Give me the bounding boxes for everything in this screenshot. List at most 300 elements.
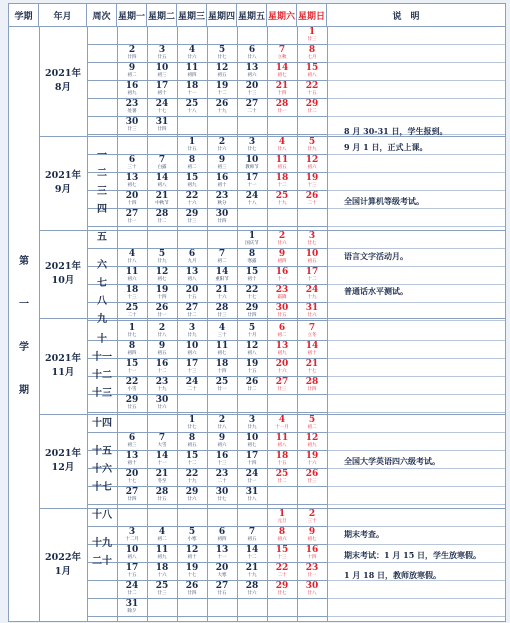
lunar-date: 十八 xyxy=(187,109,197,114)
lunar-date: 廿八 xyxy=(247,497,257,502)
day-cell xyxy=(297,324,327,339)
day-cell xyxy=(207,360,237,375)
row-divider xyxy=(87,320,327,321)
row-divider xyxy=(87,302,327,303)
lunar-date: 廿七 xyxy=(277,591,287,596)
lunar-date: 廿六 xyxy=(247,591,257,596)
day-number: 5 xyxy=(158,249,166,259)
day-number: 29 xyxy=(185,487,199,497)
lunar-date: 廿四 xyxy=(307,387,317,392)
lunar-date: 十二 xyxy=(277,183,287,188)
row-divider xyxy=(327,468,505,469)
lunar-date: 二十 xyxy=(277,573,287,578)
lunar-date: 十二 xyxy=(307,277,317,282)
day-cell xyxy=(207,64,237,79)
day-number: 20 xyxy=(125,469,139,479)
day-number: 24 xyxy=(245,191,259,201)
header-cell: 学期 xyxy=(9,4,39,26)
day-cell xyxy=(267,138,297,153)
row-divider xyxy=(87,450,327,451)
lunar-date: 廿七 xyxy=(187,425,197,430)
day-number: 16 xyxy=(275,267,289,277)
lunar-date: 廿三 xyxy=(187,219,197,224)
lunar-date: 十六 xyxy=(157,573,167,578)
lunar-date: 十一 xyxy=(127,369,137,374)
lunar-date: 初八 xyxy=(307,73,317,78)
lunar-date: 十四 xyxy=(157,295,167,300)
row-divider xyxy=(87,62,327,63)
day-cell xyxy=(267,434,297,449)
month-label: 2021年 9月 xyxy=(45,170,81,195)
day-number: 3 xyxy=(308,231,316,241)
lunar-date: 十三 xyxy=(307,183,317,188)
row-divider xyxy=(327,248,505,249)
lunar-date: 初十 xyxy=(157,91,167,96)
day-number: 12 xyxy=(215,63,229,73)
day-cell xyxy=(267,342,297,357)
row-divider xyxy=(327,526,505,527)
day-number: 23 xyxy=(215,191,229,201)
lunar-date: 廿三 xyxy=(127,127,137,132)
semester-char: 一 xyxy=(19,298,29,310)
row-divider xyxy=(327,62,505,63)
day-number: 25 xyxy=(185,99,199,109)
day-number: 2 xyxy=(218,137,226,147)
week-number: 十一 xyxy=(92,352,112,363)
day-cell xyxy=(297,528,327,543)
day-number: 25 xyxy=(275,191,289,201)
day-number: 16 xyxy=(125,81,139,91)
day-cell xyxy=(297,452,327,467)
row-divider xyxy=(327,208,505,209)
day-cell xyxy=(267,324,297,339)
lunar-date: 初八 xyxy=(277,443,287,448)
row-divider xyxy=(87,376,327,377)
lunar-date: 十一 xyxy=(217,555,227,560)
day-number: 26 xyxy=(215,99,229,109)
lunar-date: 廿九 xyxy=(157,259,167,264)
row-divider xyxy=(327,116,505,117)
day-number: 21 xyxy=(215,285,229,295)
day-cell xyxy=(117,304,147,319)
day-cell xyxy=(147,360,177,375)
day-number: 4 xyxy=(278,415,286,425)
day-number: 3 xyxy=(248,415,256,425)
lunar-date: 十五 xyxy=(247,369,257,374)
day-cell xyxy=(177,192,207,207)
lunar-date: 十一 xyxy=(277,277,287,282)
day-number: 9 xyxy=(278,249,286,259)
lunar-date: 初九 xyxy=(307,443,317,448)
day-cell xyxy=(177,342,207,357)
day-cell xyxy=(297,250,327,265)
lunar-date: 十七 xyxy=(157,109,167,114)
lunar-date: 廿五 xyxy=(157,55,167,60)
day-cell xyxy=(207,528,237,543)
lunar-date: 初九 xyxy=(277,351,287,356)
lunar-date: 初六 xyxy=(187,351,197,356)
day-number: 8 xyxy=(128,341,136,351)
row-divider xyxy=(87,412,327,413)
lunar-date: 廿七 xyxy=(307,241,317,246)
day-number: 11 xyxy=(275,433,289,443)
day-cell xyxy=(177,250,207,265)
lunar-date: 廿三 xyxy=(307,479,317,484)
lunar-date: 初十 xyxy=(247,277,257,282)
day-number: 11 xyxy=(155,545,169,555)
day-cell xyxy=(237,46,267,61)
lunar-date: 处暑 xyxy=(127,109,137,114)
lunar-date: 廿六 xyxy=(187,497,197,502)
lunar-date: 廿九 xyxy=(307,147,317,152)
lunar-date: 秋分 xyxy=(217,201,227,206)
lunar-date: 初八 xyxy=(157,183,167,188)
day-number: 17 xyxy=(245,173,259,183)
day-number: 13 xyxy=(215,545,229,555)
day-cell xyxy=(117,564,147,579)
day-cell xyxy=(207,100,237,115)
day-number: 7 xyxy=(218,249,226,259)
lunar-date: 廿三 xyxy=(157,591,167,596)
day-cell xyxy=(267,192,297,207)
lunar-date: 初六 xyxy=(247,73,257,78)
day-cell xyxy=(147,82,177,97)
day-number: 7 xyxy=(248,527,256,537)
lunar-date: 廿五 xyxy=(277,313,287,318)
day-number: 18 xyxy=(215,359,229,369)
lunar-date: 十六 xyxy=(187,201,197,206)
lunar-date: 初四 xyxy=(217,537,227,542)
day-cell xyxy=(177,82,207,97)
day-number: 18 xyxy=(155,563,169,573)
row-divider xyxy=(327,302,505,303)
lunar-date: 立冬 xyxy=(307,333,317,338)
week-number: 一 xyxy=(97,150,107,161)
day-cell xyxy=(267,286,297,301)
day-number: 22 xyxy=(275,563,289,573)
day-number: 25 xyxy=(215,377,229,387)
lunar-date: 十二 xyxy=(187,461,197,466)
lunar-date: 初三 xyxy=(157,73,167,78)
day-cell xyxy=(237,64,267,79)
lunar-date: 廿一 xyxy=(307,573,317,578)
lunar-date: 廿八 xyxy=(277,147,287,152)
day-cell xyxy=(147,210,177,225)
day-cell xyxy=(207,82,237,97)
day-number: 19 xyxy=(305,173,319,183)
day-number: 10 xyxy=(185,341,199,351)
header-cell: 星期三 xyxy=(177,4,207,26)
header-row xyxy=(9,4,505,27)
lunar-date: 十五 xyxy=(307,91,317,96)
day-number: 4 xyxy=(278,137,286,147)
day-cell xyxy=(297,434,327,449)
day-cell xyxy=(297,360,327,375)
row-divider xyxy=(87,266,327,267)
lunar-date: 十九 xyxy=(187,479,197,484)
lunar-date: 廿一 xyxy=(247,479,257,484)
day-number: 5 xyxy=(308,415,316,425)
week-number: 十九 xyxy=(92,538,112,549)
lunar-date: 二十 xyxy=(187,387,197,392)
day-number: 3 xyxy=(188,323,196,333)
week-number: 十二 xyxy=(92,370,112,381)
day-cell xyxy=(117,100,147,115)
week-number: 十六 xyxy=(92,464,112,475)
day-cell xyxy=(237,250,267,265)
day-cell xyxy=(237,324,267,339)
day-cell xyxy=(117,452,147,467)
day-number: 2 xyxy=(158,323,166,333)
day-number: 13 xyxy=(245,63,259,73)
day-number: 1 xyxy=(248,231,256,241)
day-cell xyxy=(267,470,297,485)
month-label: 2021年 11月 xyxy=(45,353,81,378)
day-number: 22 xyxy=(125,377,139,387)
lunar-date: 十一 xyxy=(247,183,257,188)
day-cell xyxy=(207,156,237,171)
day-cell xyxy=(207,324,237,339)
day-number: 15 xyxy=(305,63,319,73)
day-cell xyxy=(297,470,327,485)
day-cell xyxy=(147,250,177,265)
day-cell xyxy=(117,342,147,357)
day-number: 14 xyxy=(305,341,319,351)
day-number: 22 xyxy=(185,469,199,479)
day-cell xyxy=(117,360,147,375)
day-number: 27 xyxy=(215,581,229,591)
day-cell xyxy=(267,82,297,97)
row-divider xyxy=(87,468,327,469)
day-cell xyxy=(297,342,327,357)
lunar-date: 廿八 xyxy=(247,55,257,60)
day-number: 29 xyxy=(275,581,289,591)
lunar-date: 初二 xyxy=(127,73,137,78)
day-cell xyxy=(147,64,177,79)
day-cell xyxy=(267,46,297,61)
day-number: 26 xyxy=(305,191,319,201)
row-divider xyxy=(327,394,505,395)
row-divider xyxy=(87,340,327,341)
lunar-date: 十一 xyxy=(187,91,197,96)
day-number: 13 xyxy=(125,173,139,183)
week-number: 十四 xyxy=(92,418,112,429)
row-divider xyxy=(327,616,505,617)
lunar-date: 初六 xyxy=(307,165,317,170)
day-number: 1 xyxy=(128,323,136,333)
lunar-date: 廿一 xyxy=(217,387,227,392)
day-cell xyxy=(237,304,267,319)
lunar-date: 十六 xyxy=(277,369,287,374)
row-divider xyxy=(327,504,505,505)
lunar-date: 初六 xyxy=(277,537,287,542)
lunar-date: 廿三 xyxy=(307,37,317,42)
day-number: 14 xyxy=(155,451,169,461)
day-number: 20 xyxy=(275,359,289,369)
day-cell xyxy=(177,378,207,393)
day-number: 5 xyxy=(248,323,256,333)
lunar-date: 初八 xyxy=(247,351,257,356)
day-number: 4 xyxy=(128,249,136,259)
note-text: 期末考查。 xyxy=(344,529,384,539)
day-cell xyxy=(117,192,147,207)
row-divider xyxy=(327,450,505,451)
day-number: 21 xyxy=(245,563,259,573)
row-divider xyxy=(327,44,505,45)
day-cell xyxy=(267,510,297,525)
day-number: 2 xyxy=(128,45,136,55)
day-cell xyxy=(147,582,177,597)
lunar-date: 十四 xyxy=(127,201,137,206)
row-divider xyxy=(87,44,327,45)
day-cell xyxy=(237,268,267,283)
day-cell xyxy=(237,582,267,597)
day-cell xyxy=(267,156,297,171)
day-number: 13 xyxy=(125,451,139,461)
lunar-date: 初七 xyxy=(277,73,287,78)
day-number: 19 xyxy=(305,451,319,461)
day-cell xyxy=(177,582,207,597)
day-number: 21 xyxy=(275,81,289,91)
day-number: 27 xyxy=(245,99,259,109)
day-cell xyxy=(237,100,267,115)
day-number: 21 xyxy=(155,469,169,479)
day-cell xyxy=(147,192,177,207)
day-cell xyxy=(237,232,267,247)
day-number: 7 xyxy=(158,155,166,165)
lunar-date: 廿七 xyxy=(217,497,227,502)
day-cell xyxy=(207,488,237,503)
row-divider xyxy=(87,486,327,487)
day-number: 5 xyxy=(188,527,196,537)
week-number: 九 xyxy=(97,314,107,325)
day-cell xyxy=(207,174,237,189)
day-cell xyxy=(117,118,147,133)
day-cell xyxy=(267,416,297,431)
row-divider xyxy=(327,266,505,267)
day-cell xyxy=(147,342,177,357)
week-number: 十七 xyxy=(92,482,112,493)
day-cell xyxy=(297,510,327,525)
lunar-date: 十四 xyxy=(217,369,227,374)
day-cell xyxy=(147,434,177,449)
day-number: 11 xyxy=(185,63,199,73)
lunar-date: 寒露 xyxy=(247,259,257,264)
lunar-date: 十三 xyxy=(217,461,227,466)
day-number: 28 xyxy=(155,487,169,497)
day-cell xyxy=(297,64,327,79)
lunar-date: 十七 xyxy=(247,295,257,300)
day-number: 23 xyxy=(275,285,289,295)
day-cell xyxy=(207,564,237,579)
day-number: 17 xyxy=(125,563,139,573)
day-number: 23 xyxy=(215,469,229,479)
day-number: 2 xyxy=(278,231,286,241)
day-cell xyxy=(207,138,237,153)
note-text: 1 月 18 日，教师放寒假。 xyxy=(344,570,442,580)
lunar-date: 除夕 xyxy=(127,609,137,614)
week-number: 四 xyxy=(97,204,107,215)
day-cell xyxy=(147,286,177,301)
lunar-date: 十六 xyxy=(307,461,317,466)
lunar-date: 初七 xyxy=(247,443,257,448)
lunar-date: 十五 xyxy=(187,295,197,300)
day-cell xyxy=(117,546,147,561)
day-cell xyxy=(147,268,177,283)
row-divider xyxy=(87,598,327,599)
lunar-date: 十四 xyxy=(307,555,317,560)
row-divider xyxy=(327,284,505,285)
day-cell xyxy=(117,582,147,597)
day-cell xyxy=(117,324,147,339)
lunar-date: 初七 xyxy=(127,183,137,188)
day-cell xyxy=(207,210,237,225)
day-cell xyxy=(177,546,207,561)
lunar-date: 初二 xyxy=(277,333,287,338)
day-cell xyxy=(297,82,327,97)
day-cell xyxy=(117,210,147,225)
day-number: 26 xyxy=(185,581,199,591)
day-number: 1 xyxy=(278,509,286,519)
day-cell xyxy=(237,138,267,153)
lunar-date: 七月 xyxy=(307,55,317,60)
lunar-date: 廿二 xyxy=(127,591,137,596)
month-label: 2022年 1月 xyxy=(45,551,81,577)
week-number: 二十 xyxy=(92,556,112,567)
lunar-date: 十七 xyxy=(187,573,197,578)
lunar-date: 初五 xyxy=(277,165,287,170)
note-text: 8 月 30-31 日，学生报到。 xyxy=(344,126,448,136)
day-number: 6 xyxy=(248,45,256,55)
day-number: 18 xyxy=(185,81,199,91)
lunar-date: 十九 xyxy=(307,295,317,300)
day-cell xyxy=(177,488,207,503)
lunar-date: 十九 xyxy=(247,573,257,578)
day-number: 15 xyxy=(275,545,289,555)
lunar-date: 十七 xyxy=(307,369,317,374)
row-divider xyxy=(87,616,327,617)
header-cell: 星期日 xyxy=(297,4,327,26)
day-cell xyxy=(147,564,177,579)
day-cell xyxy=(267,564,297,579)
day-cell xyxy=(267,528,297,543)
day-number: 4 xyxy=(188,45,196,55)
day-cell xyxy=(147,452,177,467)
day-cell xyxy=(177,360,207,375)
lunar-date: 十一 xyxy=(157,461,167,466)
day-cell xyxy=(207,582,237,597)
day-number: 24 xyxy=(125,581,139,591)
lunar-date: 十九 xyxy=(277,201,287,206)
lunar-date: 初九 xyxy=(127,91,137,96)
note-text: 普通话水平测试。 xyxy=(344,286,408,296)
lunar-date: 廿二 xyxy=(187,313,197,318)
row-divider xyxy=(327,226,505,227)
lunar-date: 二十 xyxy=(307,201,317,206)
day-number: 27 xyxy=(125,487,139,497)
lunar-date: 廿四 xyxy=(217,219,227,224)
day-cell xyxy=(237,546,267,561)
day-cell xyxy=(207,46,237,61)
day-number: 19 xyxy=(215,81,229,91)
header-cell: 周次 xyxy=(87,4,117,26)
lunar-date: 重阳节 xyxy=(215,277,229,282)
day-number: 15 xyxy=(185,451,199,461)
row-divider xyxy=(327,340,505,341)
day-number: 25 xyxy=(155,581,169,591)
day-cell xyxy=(267,232,297,247)
lunar-date: 廿九 xyxy=(187,333,197,338)
